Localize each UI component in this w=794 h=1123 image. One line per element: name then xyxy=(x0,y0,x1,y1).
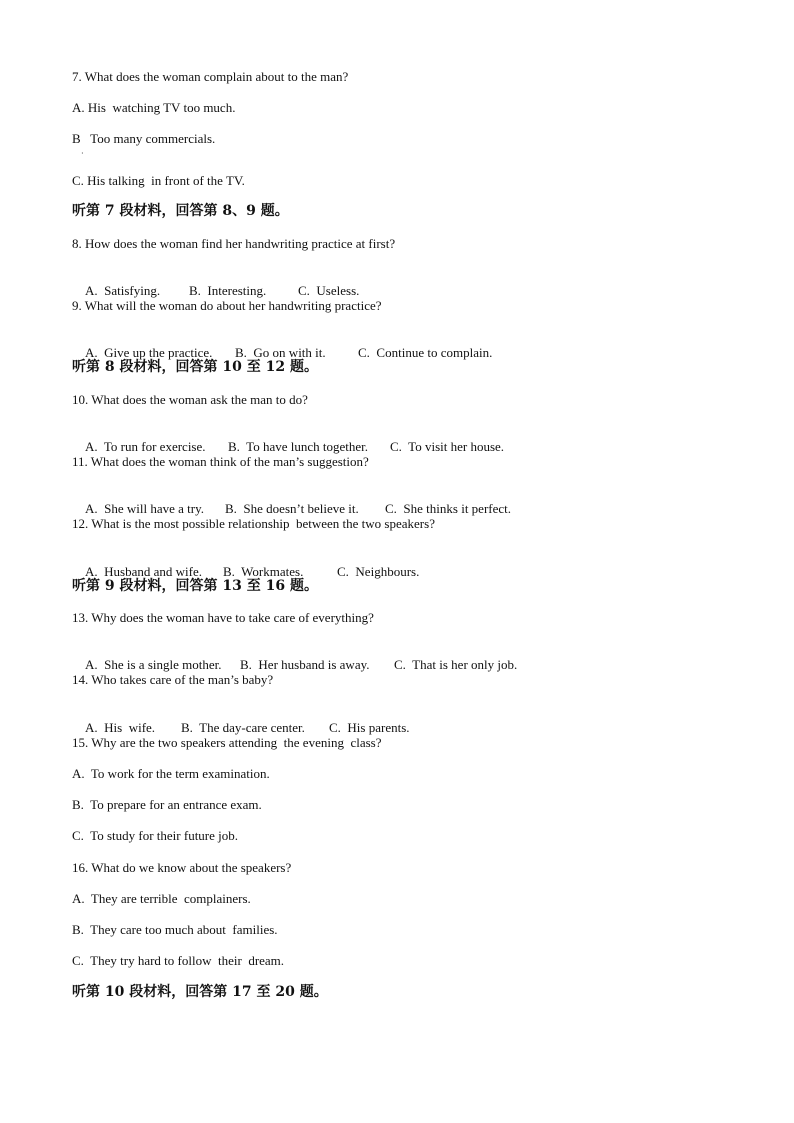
option-11c: C. She thinks it perfect. xyxy=(385,501,512,516)
question-10: 10. What does the woman ask the man to do? xyxy=(72,392,308,407)
option-9a: A. Give up the practice. xyxy=(85,345,213,360)
option-15b: B. To prepare for an entrance exam. xyxy=(72,797,262,812)
section-heading-9: 听第 9 段材料，回答第 13 至 16 题。 xyxy=(72,578,318,594)
stray-mark: · xyxy=(81,149,84,158)
question-16: 16. What do we know about the speakers? xyxy=(72,860,292,875)
option-8b: B. Interesting. xyxy=(189,283,267,298)
question-8: 8. How does the woman find her handwriting practice at first? xyxy=(72,236,396,251)
option-10b: B. To have lunch together. xyxy=(228,439,369,454)
option-16a: A. They are terrible complainers. xyxy=(72,891,251,906)
option-7a: A. His watching TV too much. xyxy=(72,100,236,115)
option-14a: A. His wife. xyxy=(85,720,156,735)
option-9c: C. Continue to complain. xyxy=(358,345,493,360)
option-7b: B Too many commercials. xyxy=(72,131,216,146)
option-13c: C. That is her only job. xyxy=(394,657,518,672)
option-12b: B. Workmates. xyxy=(223,564,304,579)
option-11a: A. She will have a try. xyxy=(85,501,205,516)
question-7: 7. What does the woman complain about to the man? xyxy=(72,69,349,84)
option-10c: C. To visit her house. xyxy=(390,439,505,454)
option-9b: B. Go on with it. xyxy=(235,345,326,360)
option-14c: C. His parents. xyxy=(329,720,410,735)
option-16b: B. They care too much about families. xyxy=(72,922,278,937)
option-8c: C. Useless. xyxy=(298,283,360,298)
option-7c: C. His talking in front of the TV. xyxy=(72,173,245,188)
question-11: 11. What does the woman think of the man’s suggestion? xyxy=(72,454,369,469)
question-13: 13. Why does the woman have to take care of everything? xyxy=(72,610,374,625)
option-13b: B. Her husband is away. xyxy=(240,657,370,672)
option-12a: A. Husband and wife. xyxy=(85,564,202,579)
question-14: 14. Who takes care of the man’s baby? xyxy=(72,672,274,687)
question-15: 15. Why are the two speakers attending the evening class? xyxy=(72,735,382,750)
option-15c: C. To study for their future job. xyxy=(72,828,239,843)
option-15a: A. To work for the term examination. xyxy=(72,766,270,781)
option-11b: B. She doesn’t believe it. xyxy=(225,501,359,516)
option-8a: A. Satisfying. xyxy=(85,283,161,298)
section-heading-10: 听第 10 段材料，回答第 17 至 20 题。 xyxy=(72,984,328,1000)
option-10a: A. To run for exercise. xyxy=(85,439,206,454)
question-12: 12. What is the most possible relationship between the two speakers? xyxy=(72,516,435,531)
section-heading-8: 听第 8 段材料，回答第 10 至 12 题。 xyxy=(72,359,318,375)
option-12c: C. Neighbours. xyxy=(337,564,420,579)
section-heading-7: 听第 7 段材料，回答第 8、9 题。 xyxy=(72,203,289,219)
question-9: 9. What will the woman do about her handwriting practice? xyxy=(72,298,382,313)
option-16c: C. They try hard to follow their dream. xyxy=(72,953,285,968)
option-14b: B. The day-care center. xyxy=(181,720,305,735)
option-13a: A. She is a single mother. xyxy=(85,657,222,672)
